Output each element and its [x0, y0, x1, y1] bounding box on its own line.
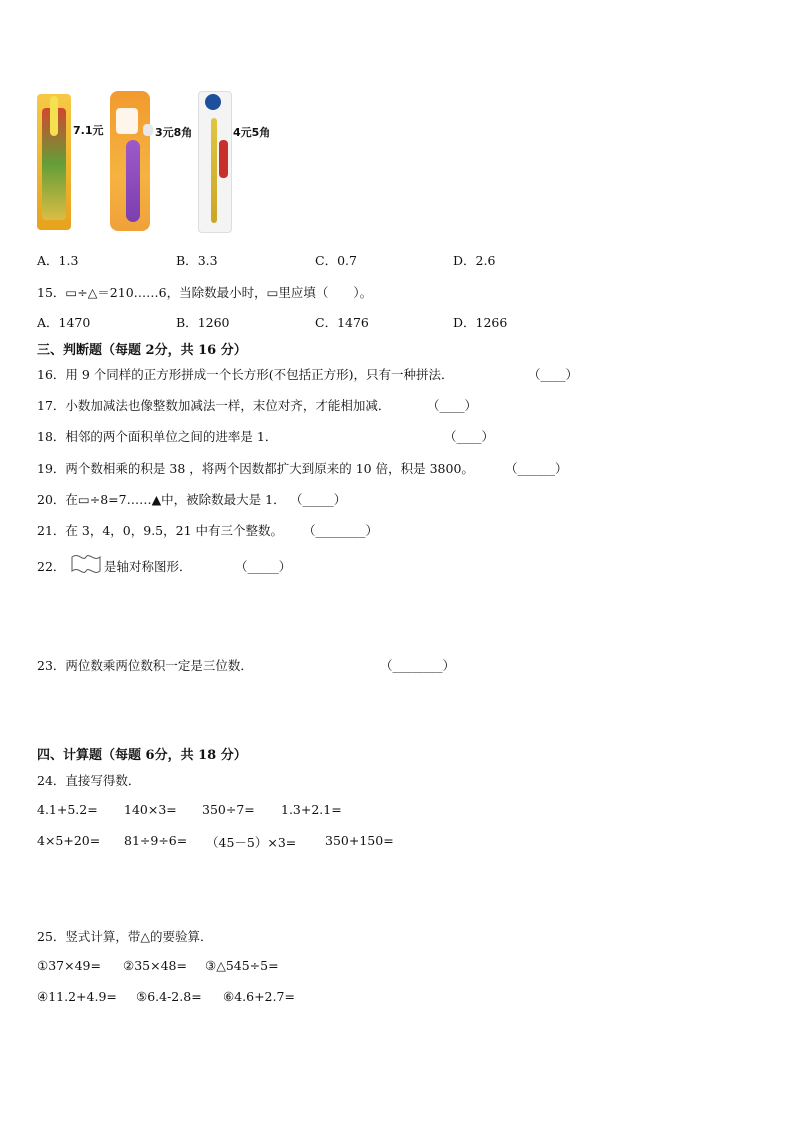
q15-question: 15．▭÷△＝210……6，当除数最小时，▭里应填（ ）。: [37, 285, 373, 300]
q25-item-3: ③△545÷5=: [205, 958, 279, 973]
q14-option-b: B．3.3: [176, 253, 218, 268]
q14-option-d: D．2.6: [453, 253, 496, 268]
q17-text: 17．小数加减法也像整数加减法一样，末位对齐，才能相加减．: [37, 398, 391, 413]
q15-option-a: A．1470: [37, 315, 91, 330]
q18-text: 18．相邻的两个面积单位之间的进率是 1．: [37, 429, 278, 444]
q14-option-c: C．0.7: [315, 253, 357, 268]
q25-item-6: ⑥4.6+2.7=: [223, 989, 295, 1004]
q22-answer-blank[interactable]: （_____）: [235, 559, 292, 574]
price-label-3: 4元5角: [233, 126, 271, 139]
q15-option-d: D．1266: [453, 315, 508, 330]
q24-item-2: 140×3=: [124, 802, 177, 817]
q23-text: 23．两位数乘两位数积一定是三位数．: [37, 658, 253, 673]
price-label-2: 3元8角: [155, 126, 193, 139]
q16-text: 16．用 9 个同样的正方形拼成一个长方形(不包括正方形)，只有一种拼法．: [37, 367, 454, 382]
q24-item-1: 4.1+5.2=: [37, 802, 98, 817]
q24-item-8: 350+150=: [325, 833, 394, 848]
q25-item-1: ①37×49=: [37, 958, 101, 973]
q24-item-4: 1.3+2.1=: [281, 802, 342, 817]
q22-number: 22．: [37, 559, 66, 574]
q24-item-5: 4×5+20=: [37, 833, 101, 848]
q20-answer-blank[interactable]: （_____）: [290, 492, 347, 507]
q21-text: 21．在 3，4，0，9.5，21 中有三个整数。: [37, 523, 283, 538]
q25-item-5: ⑤6.4-2.8=: [136, 989, 202, 1004]
q24-title: 24．直接写得数．: [37, 773, 141, 788]
q14-option-a: A．1.3: [37, 253, 79, 268]
q22-text: 是轴对称图形．: [104, 559, 192, 574]
q19-answer-blank[interactable]: （______）: [505, 461, 568, 476]
q25-item-4: ④11.2+4.9=: [37, 989, 117, 1004]
q15-option-b: B．1260: [176, 315, 230, 330]
section-3-heading: 三、判断题（每题 2分，共 16 分）: [37, 343, 247, 358]
q24-item-3: 350÷7=: [202, 802, 255, 817]
q21-answer-blank[interactable]: （________）: [303, 523, 379, 538]
price-label-1: 7.1元: [73, 124, 104, 137]
section-4-heading: 四、计算题（每题 6分，共 18 分）: [37, 748, 247, 763]
q17-answer-blank[interactable]: （____）: [427, 398, 478, 413]
q24-item-7: （45－5）×3=: [206, 835, 297, 850]
q15-option-c: C．1476: [315, 315, 369, 330]
q18-answer-blank[interactable]: （____）: [444, 429, 495, 444]
q19-text: 19．两个数相乘的积是 38 ，将两个因数都扩大到原来的 10 倍，积是 3800。: [37, 461, 474, 476]
q25-item-2: ②35×48=: [123, 958, 187, 973]
q25-title: 25．竖式计算，带△的要验算．: [37, 929, 213, 944]
q20-text: 20．在▭÷8=7……▲中，被除数最大是 1．: [37, 492, 286, 507]
wave-shape-figure: [70, 553, 102, 575]
q24-item-6: 81÷9÷6=: [124, 833, 188, 848]
q23-answer-blank[interactable]: （________）: [380, 658, 456, 673]
q16-answer-blank[interactable]: （____）: [528, 367, 579, 382]
